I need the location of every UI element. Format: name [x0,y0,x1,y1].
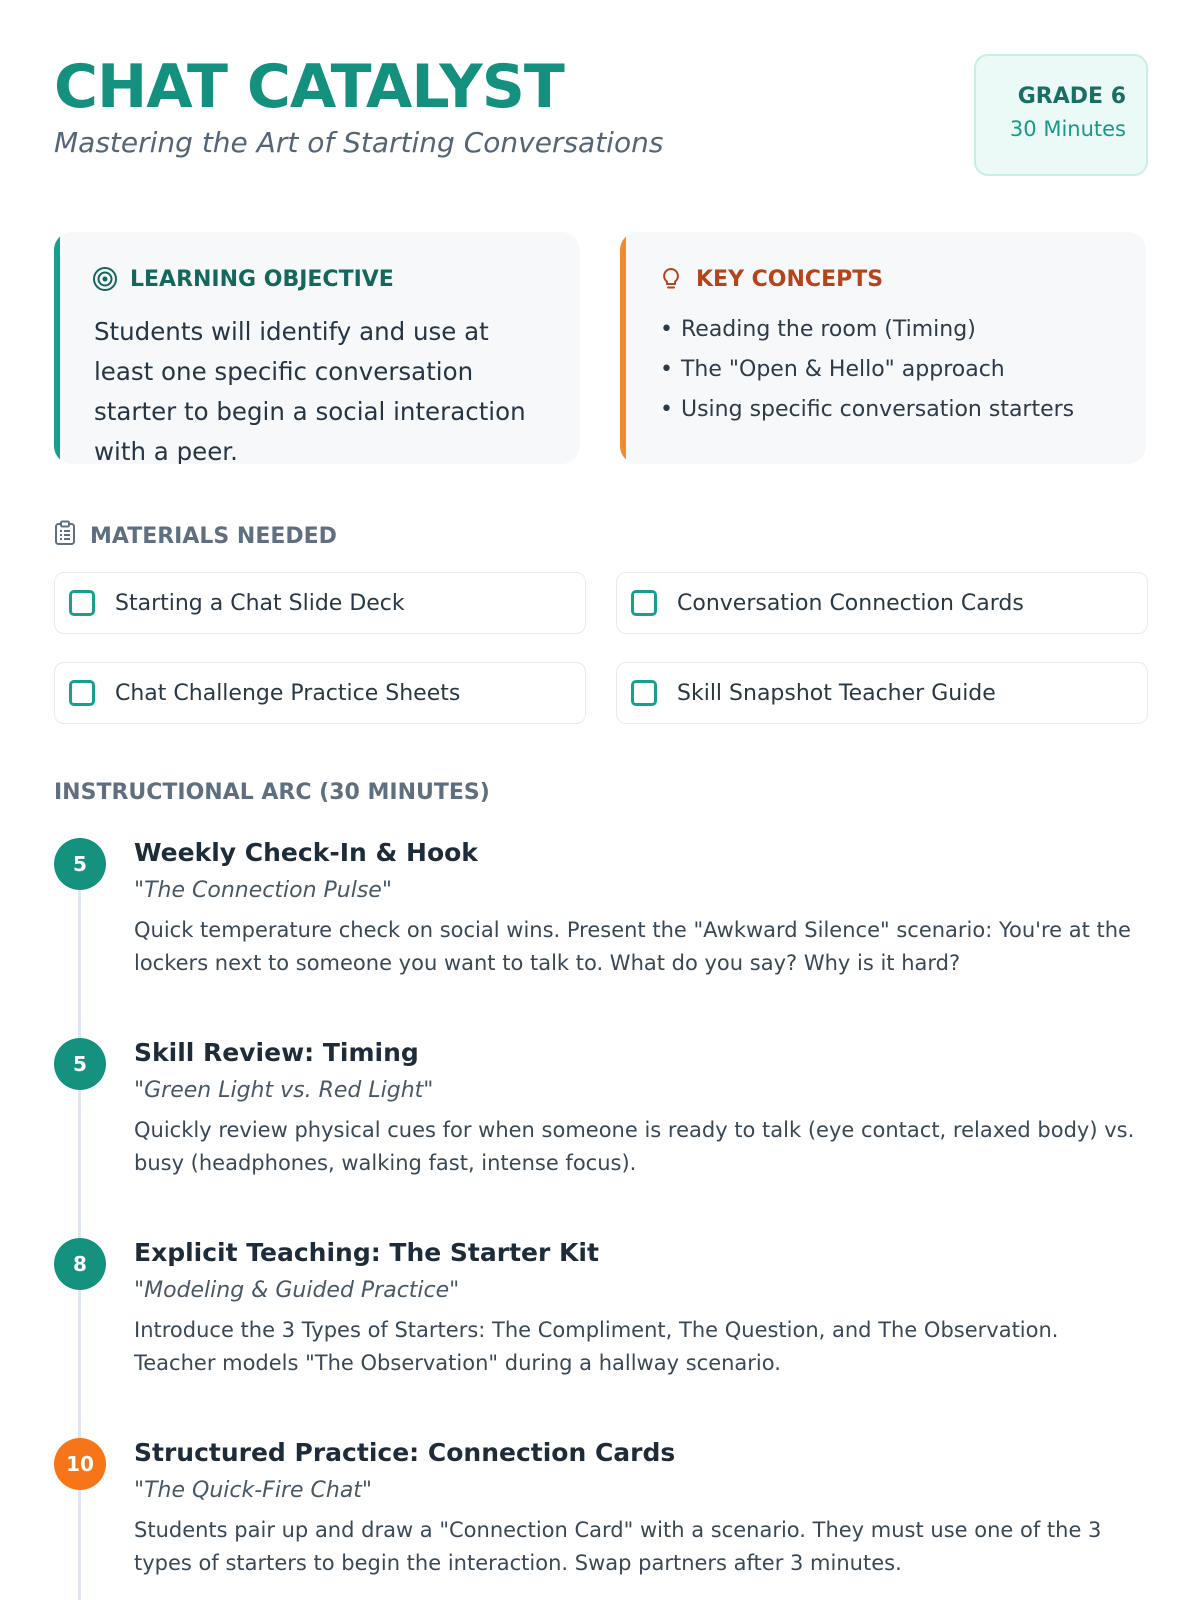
learning-objective-text: Students will identify and use at least one specific conversation starter to begin a social interaction with a peer. [94,317,526,464]
step-description: Quick temperature check on social wins. Present the "Awkward Silence" scenario: You're at the lockers next to someone you want to talk to. What do you say? Why is it hard? [134,918,1131,975]
material-label: Chat Challenge Practice Sheets [115,680,461,706]
lesson-duration: 30 Minutes [1009,117,1126,141]
key-concepts-heading [658,266,883,292]
learning-objective-heading [92,266,394,292]
key-concept-item: • Reading the room (Timing) [660,310,1074,350]
timeline-line [78,1290,81,1460]
key-concept-item: • Using specific conversation starters [660,390,1074,430]
material-label: Starting a Chat Slide Deck [115,590,405,616]
step-description: Quickly review physical cues for when someone is ready to talk (eye contact, relaxed body) vs. busy (headphones, walking fast, intense focus). [134,1118,1135,1175]
material-item[interactable] [616,662,1148,724]
step-title: Weekly Check-In & Hook [134,838,478,867]
materials-title: MATERIALS NEEDED [90,523,337,549]
step-title: Structured Practice: Connection Cards [134,1438,676,1467]
key-concepts-card [620,232,1146,464]
lightbulb-icon [658,266,684,292]
material-label: Conversation Connection Cards [677,590,1024,616]
checkbox[interactable] [631,590,657,616]
checkbox[interactable] [69,680,95,706]
checkbox[interactable] [69,590,95,616]
timeline-line [78,1090,81,1260]
target-icon [92,266,118,292]
materials-heading [54,520,337,552]
step-description: Introduce the 3 Types of Starters: The Compliment, The Question, and The Observation. Teacher models "The Observation" during a hallway scenario. [134,1318,1059,1375]
checkbox[interactable] [631,680,657,706]
key-concepts-title: KEY CONCEPTS [696,266,884,292]
grade-label: GRADE 6 [1017,84,1126,109]
instructional-arc-heading: INSTRUCTIONAL ARC (30 MINUTES) [54,780,490,805]
step-minutes-badge: 10 [54,1438,106,1490]
material-item[interactable] [54,572,586,634]
learning-objective-card [54,232,580,464]
timeline-line [78,890,81,1060]
lesson-plan-page [54,0,1148,1600]
material-item[interactable] [616,572,1148,634]
key-concept-item: • The "Open & Hello" approach [660,350,1074,390]
step-title: Skill Review: Timing [134,1038,419,1067]
step-title: Explicit Teaching: The Starter Kit [134,1238,599,1267]
material-label: Skill Snapshot Teacher Guide [677,680,996,706]
timeline-line [78,1490,81,1600]
grade-badge [974,54,1148,176]
step-subtitle: "The Connection Pulse" [134,878,392,903]
page-subtitle: Mastering the Art of Starting Conversations [54,126,664,159]
clipboard-icon [54,520,76,552]
step-description: Students pair up and draw a "Connection Card" with a scenario. They must use one of the 3 types of starters to begin the interaction. Swap partners after 3 minutes. [134,1518,1102,1575]
step-minutes-badge: 5 [54,1038,106,1090]
material-item[interactable] [54,662,586,724]
key-concepts-list [660,310,1074,430]
step-minutes-badge: 8 [54,1238,106,1290]
step-minutes-badge: 5 [54,838,106,890]
step-subtitle: "The Quick-Fire Chat" [134,1478,373,1503]
page-title: CHAT CATALYST [54,52,564,122]
learning-objective-title: LEARNING OBJECTIVE [130,266,394,292]
step-subtitle: "Modeling & Guided Practice" [134,1278,460,1303]
step-subtitle: "Green Light vs. Red Light" [134,1078,434,1103]
